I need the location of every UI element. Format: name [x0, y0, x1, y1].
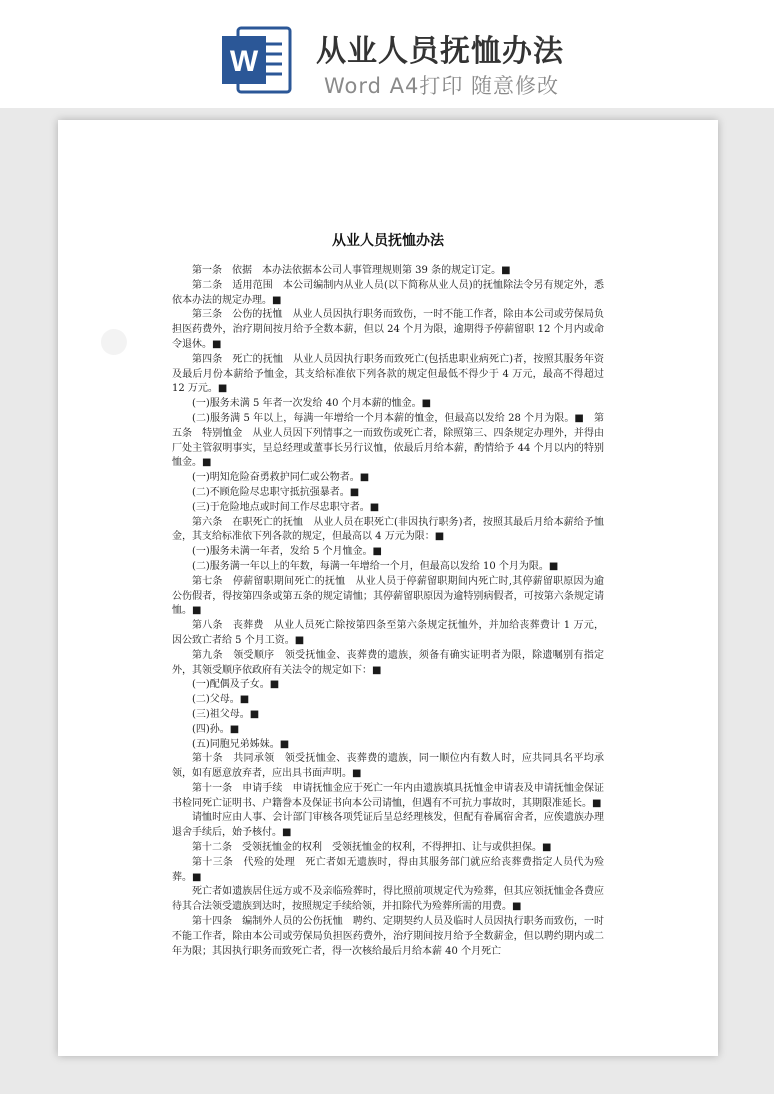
document-paragraph: (一)服务未满一年者，发给 5 个月恤金。■ — [192, 546, 382, 558]
document-paragraph: 第二条 适用范围 本公司编制内从业人员(以下简称从业人员)的抚恤除法令另有规定外，悉依本办法的规定办理。■ — [172, 279, 604, 306]
document-paragraph: 第十四条 编制外人员的公伤抚恤 聘约、定期契约人员及临时人员因执行职务而致伤，一时不能工作者，除由本公司或劳保局负担医药费外，治疗期间按月给予全数薪金，但以聘约期内或二年为限；其因执行职务而致死亡者，得一次核给最后月给本薪 40 个月死亡 — [172, 916, 604, 957]
document-page — [58, 120, 718, 1056]
document-paragraph: 第九条 领受顺序 领受抚恤金、丧葬费的遗族，须备有确实证明者为限，除遗嘱别有指定外，其领受顺序依政府有关法令的规定如下：■ — [172, 649, 604, 676]
document-paragraph: 第六条 在职死亡的抚恤 从业人员在职死亡(非因执行职务)者，按照其最后月给本薪给予恤金，其支给标准依下列各款的规定，但最高以 4 万元为限：■ — [172, 516, 604, 543]
document-paragraph: 第十一条 申请手续 申请抚恤金应于死亡一年内由遗族填具抚恤金申请表及申请抚恤金保证书检同死亡证明书、户籍誊本及保证书向本公司请恤，但遇有不可抗力事故时，其期限准延长。■ — [172, 782, 604, 809]
document-paragraph: (五)同胞兄弟姊妹。■ — [192, 738, 290, 750]
document-stage — [0, 108, 774, 1094]
document-body — [172, 264, 604, 959]
document-paragraph: 第十条 共同承领 领受抚恤金、丧葬费的遗族，同一顺位内有数人时，应共同具名平均承领，如有愿意放弃者，应出具书面声明。■ — [172, 753, 604, 780]
word-icon-letter: W — [229, 45, 259, 78]
document-title: 从业人员抚恤办法 — [332, 233, 444, 249]
document-paragraph: 请恤时应由人事、会计部门审核各项凭证后呈总经理核发，但配有眷属宿舍者，应俟遗族办理退舍手续后，始予核付。■ — [172, 812, 604, 839]
document-paragraph: (一)明知危险奋勇救护同仁或公物者。■ — [192, 472, 370, 484]
document-paragraph: 第十三条 代殓的处理 死亡者如无遗族时，得由其服务部门就应给丧葬费指定人员代为殓葬。■ — [172, 856, 604, 883]
document-paragraph: (二)服务满 5 年以上，每满一年增给一个月本薪的恤金，但最高以发给 28 个月为限。■ 第五条 特别恤金 从业人员因下列情事之一而致伤或死亡者，除照第三、四条规定办理外，并得由厂处主管叙明事实，呈总经理或董事长另行议恤，依最后月给本薪，酌情给予 44 个月以内的特别恤金。■ — [172, 412, 604, 469]
document-paragraph: (二)服务满一年以上的年数，每满一年增给一个月，但最高以发给 10 个月为限。■ — [192, 560, 559, 572]
document-paragraph: (二)不顾危险尽忠职守抵抗强暴者。■ — [192, 486, 360, 498]
document-paragraph: (三)祖父母。■ — [192, 708, 260, 720]
document-paragraph: 死亡者如遗族居住远方或不及亲临殓葬时，得比照前项规定代为殓葬，但其应领抚恤金各费应待其合法领受遗族到达时，按照规定手续给领，并扣除代为殓葬所需的用费。■ — [172, 886, 604, 913]
header-title: 从业人员抚恤办法 — [316, 34, 564, 69]
document-paragraph: 第三条 公伤的抚恤 从业人员因执行职务而致伤，一时不能工作者，除由本公司或劳保局负担医药费外，治疗期间按月给予全数本薪，但以 24 个月为限，逾期得予停薪留职 12 个月内或命令退休。■ — [172, 309, 604, 350]
document-paragraph: 第四条 死亡的抚恤 从业人员因执行职务而致死亡(包括患职业病死亡)者，按照其服务年资及最后月份本薪给予恤金，其支给标准依下列各款的规定但最低不得少于 4 万元，最高不得超过 12 万元。■ — [172, 353, 604, 395]
document-paragraph: 第十二条 受领抚恤金的权利 受领抚恤金的权利，不得押扣、让与或供担保。■ — [192, 842, 552, 854]
document-paragraph: (四)孙。■ — [192, 723, 240, 735]
document-paragraph: (一)服务未满 5 年者一次发给 40 个月本薪的恤金。■ — [192, 398, 432, 410]
document-paragraph: 第八条 丧葬费 从业人员死亡除按第四条至第六条规定抚恤外，并加给丧葬费计 1 万元，因公致亡者给 5 个月工资。■ — [172, 620, 604, 646]
watermark: ● — [89, 315, 136, 365]
document-paragraph: (一)配偶及子女。■ — [192, 679, 280, 691]
document-paragraph: 第一条 依据 本办法依据本公司人事管理规则第 39 条的规定订定。■ — [192, 265, 511, 276]
document-paragraph: (三)于危险地点或时间工作尽忠职守者。■ — [192, 501, 380, 513]
header-subtitle: Word A4打印 随意修改 — [324, 74, 560, 98]
document-paragraph: (二)父母。■ — [192, 694, 250, 706]
document-paragraph: 第七条 停薪留职期间死亡的抚恤 从业人员于停薪留职期间内死亡时,其停薪留职原因为逾公伤假者，得按第四条或第五条的规定请恤；其停薪留职原因为逾特别病假者，可按第六条规定请恤。■ — [172, 575, 604, 617]
page-header — [0, 0, 774, 108]
word-icon — [220, 24, 294, 96]
